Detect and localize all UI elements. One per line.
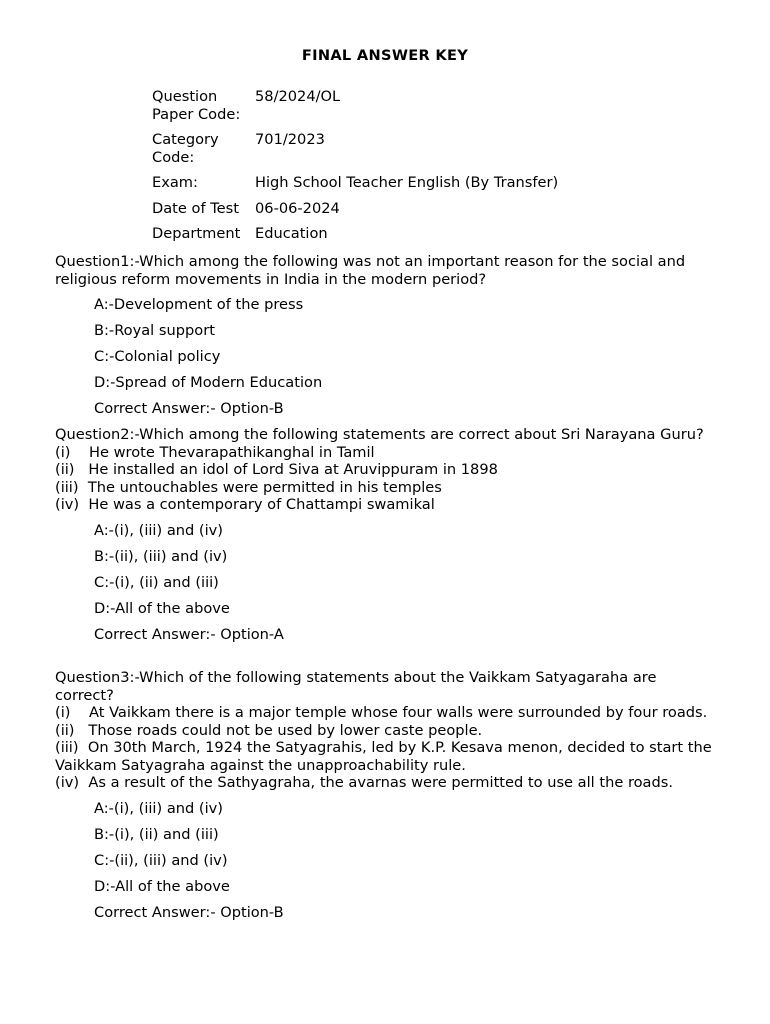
meta-row-paper-code (152, 88, 558, 123)
correct-answer: Correct Answer:- Option-B (94, 400, 284, 417)
meta-value: 58/2024/OL (255, 88, 341, 105)
meta-row-exam (152, 174, 558, 192)
question-1 (55, 253, 715, 426)
exam-details (152, 88, 558, 251)
option-b: B:-(i), (ii) and (iii) (94, 825, 219, 843)
option-a: A:-Development of the press (94, 296, 304, 313)
meta-label: Department (152, 225, 241, 242)
option-d: D:-All of the above (94, 599, 230, 617)
question-3 (55, 669, 715, 930)
option-b: B:-Royal support (94, 322, 215, 339)
meta-value: High School Teacher English (By Transfer) (255, 174, 559, 191)
correct-answer: Correct Answer:- Option-A (94, 625, 284, 643)
meta-label: Exam: (152, 174, 198, 191)
meta-value: 701/2023 (255, 131, 325, 148)
meta-label: Date of Test (152, 199, 239, 217)
option-d: D:-All of the above (94, 877, 230, 895)
question-2 (55, 426, 715, 652)
meta-value: 06-06-2024 (255, 199, 340, 217)
document-title: FINAL ANSWER KEY (301, 47, 469, 64)
option-list (94, 522, 715, 644)
meta-row-department (152, 225, 558, 243)
option-d: D:-Spread of Modern Education (94, 374, 323, 391)
option-list (94, 296, 715, 418)
question-text: Question3:-Which of the following statements about the Vaikkam Satyagaraha are correct? (i) At Vaikkam there is a major temple whose four walls were surrounded by four roads. (ii) Those roads could not be used by lower caste people. (iii) On 30th March, 1924 the Satyagrahis, led by K.P. Kesava menon, decided to start the Vaikkam Satyagraha against the unapproachability rule. (iv) As a result of the Sathyagraha, the avarnas were permitted to use all the roads. (55, 669, 712, 791)
meta-row-date (152, 200, 558, 218)
option-list (94, 800, 715, 922)
meta-row-category-code (152, 131, 558, 166)
option-b: B:-(ii), (iii) and (iv) (94, 547, 228, 565)
meta-label: Question Paper Code: (152, 88, 241, 123)
option-c: C:-(i), (ii) and (iii) (94, 573, 219, 591)
option-c: C:-Colonial policy (94, 348, 221, 365)
option-c: C:-(ii), (iii) and (iv) (94, 851, 228, 869)
meta-label: Category Code: (152, 131, 219, 166)
meta-value: Education (255, 225, 328, 242)
option-a: A:-(i), (iii) and (iv) (94, 521, 223, 539)
correct-answer: Correct Answer:- Option-B (94, 903, 284, 921)
question-text: Question2:-Which among the following statements are correct about Sri Narayana Guru? (i) He wrote Thevarapathikanghal in Tamil (ii) He installed an idol of Lord Siva at Aruvippuram in 1898 (iii) The untouchables were permitted in his temples (iv) He was a contemporary of Chattampi swamikal (55, 426, 704, 513)
option-a: A:-(i), (iii) and (iv) (94, 799, 223, 817)
question-text: Question1:-Which among the following was not an important reason for the social and religious reform movements in India in the modern period? (55, 253, 690, 288)
